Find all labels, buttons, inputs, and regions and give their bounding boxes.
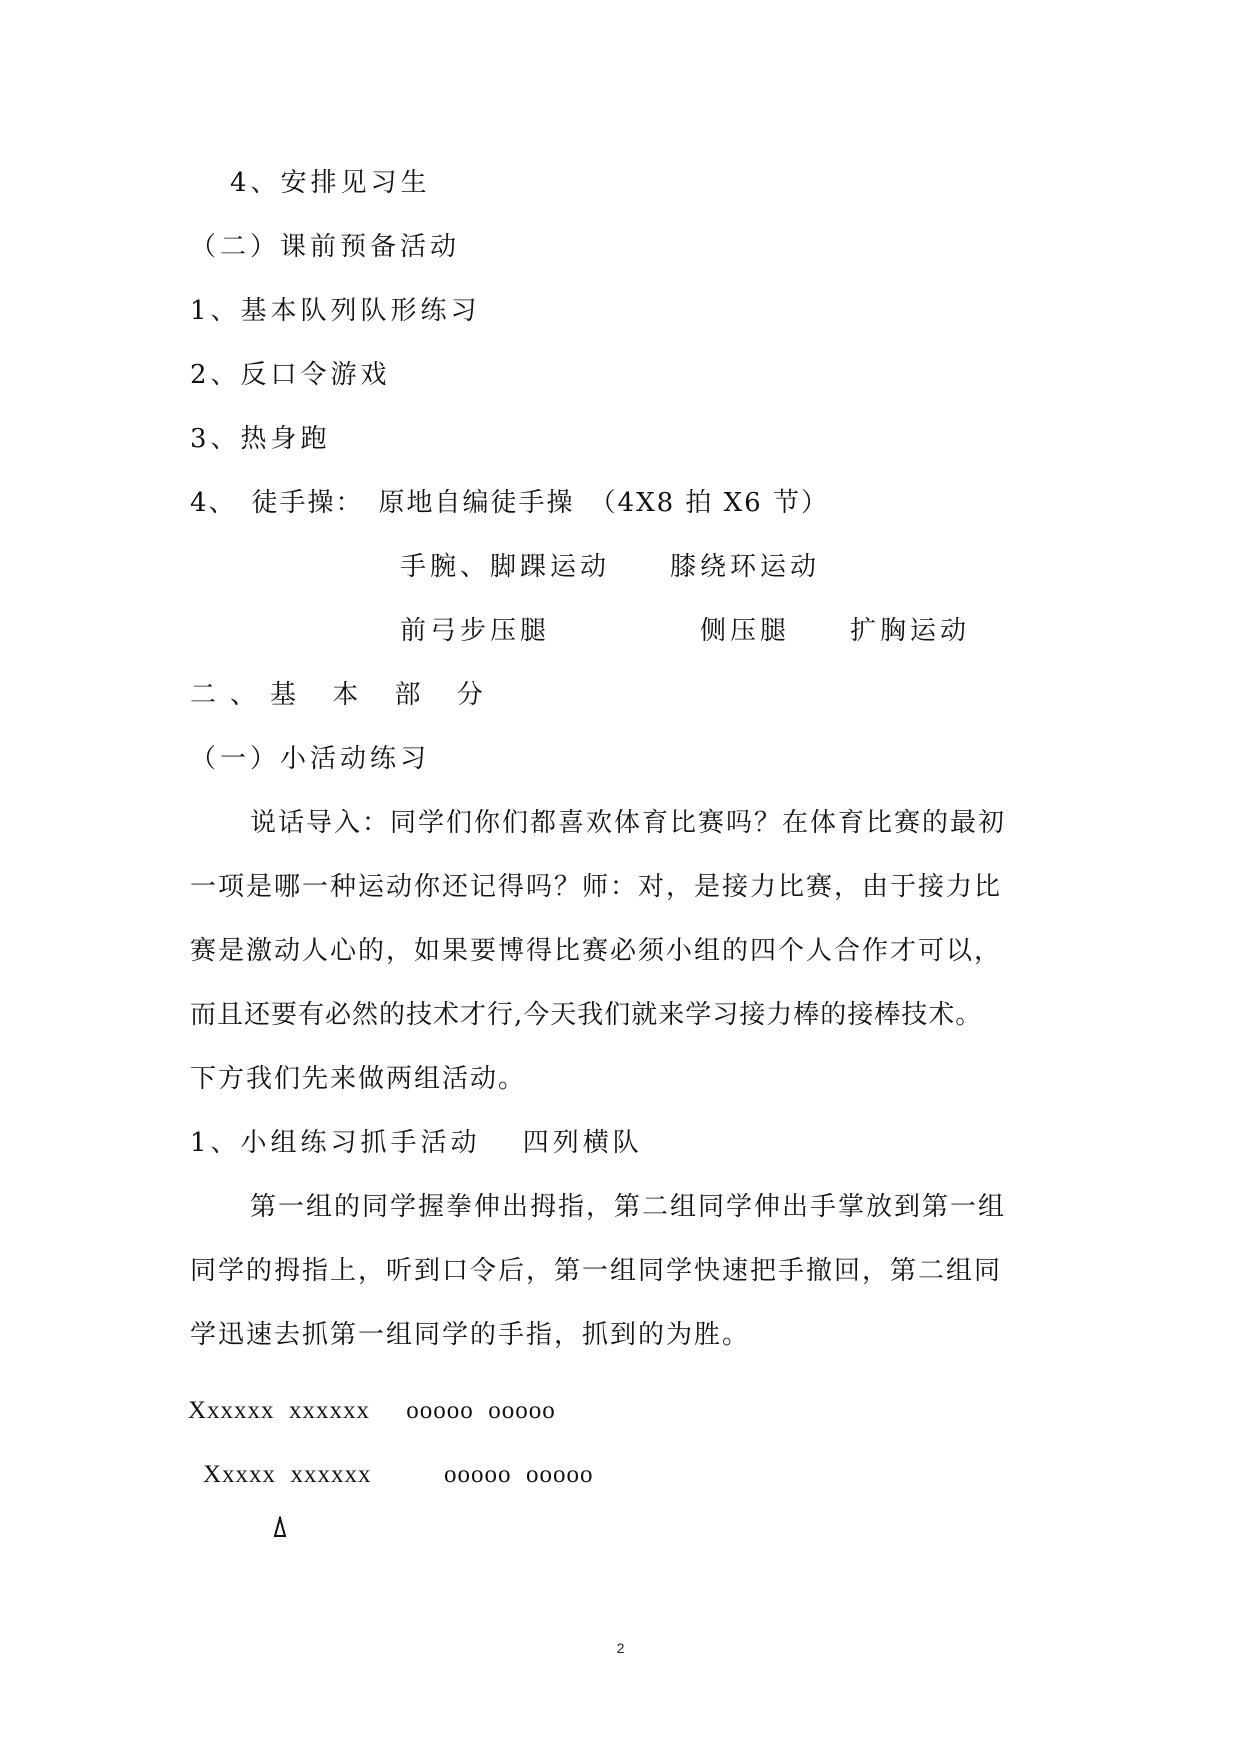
paragraph-rules-line-2: 同学的拇指上，听到口令后，第一组同学快速把手撤回，第二组同 — [190, 1256, 1003, 1286]
paragraph-rules-line-3: 学迅速去抓第一组同学的手指，抓到的为胜。 — [190, 1320, 751, 1350]
paragraph-intro-line-4: 而且还要有必然的技术才行,今天我们就来学习接力棒的接棒技术。 — [190, 1000, 983, 1030]
list-item-grab-hand-activity: 1、小组练习抓手活动 四列横队 — [190, 1128, 643, 1158]
formation-row-1: Xxxxxx xxxxxx ooooo ooooo — [188, 1397, 556, 1424]
formation-row-2: Xxxxx xxxxxx ooooo ooooo — [203, 1461, 594, 1488]
teacher-triangle-icon — [272, 1516, 288, 1538]
exercise-line-1: 手腕、脚踝运动 膝绕环运动 — [400, 552, 821, 582]
section-heading-pre-class-activities: （二）课前预备活动 — [190, 232, 461, 262]
paragraph-intro-line-3: 赛是激动人心的，如果要博得比赛必须小组的四个人合作才可以， — [190, 936, 1003, 966]
paragraph-intro-line-1: 说话导入：同学们你们都喜欢体育比赛吗？在体育比赛的最初 — [250, 808, 1007, 838]
page-number: 2 — [616, 1640, 625, 1656]
list-item-formation-practice: 1、基本队列队形练习 — [190, 296, 481, 326]
paragraph-intro-line-2: 一项是哪一种运动你还记得吗？师：对，是接力比赛，由于接力比 — [190, 872, 1003, 902]
paragraph-rules-line-1: 第一组的同学握拳伸出拇指，第二组同学伸出手掌放到第一组 — [250, 1192, 1007, 1222]
list-item-freehand-exercise: 4、 徒手操： 原地自编徒手操 （4X8 拍 X6 节） — [190, 488, 829, 518]
section-heading-basic-part: 二、基 本 部 分 — [190, 680, 497, 710]
section-heading-small-activities: （一）小活动练习 — [190, 744, 431, 774]
paragraph-intro-line-5: 下方我们先来做两组活动。 — [190, 1064, 527, 1094]
text-line-arrange-observers: 4、安排见习生 — [230, 168, 431, 198]
exercise-line-2: 前弓步压腿 侧压腿 扩胸运动 — [400, 616, 971, 646]
list-item-warmup-run: 3、热身跑 — [190, 424, 331, 454]
list-item-reverse-command-game: 2、反口令游戏 — [190, 360, 391, 390]
